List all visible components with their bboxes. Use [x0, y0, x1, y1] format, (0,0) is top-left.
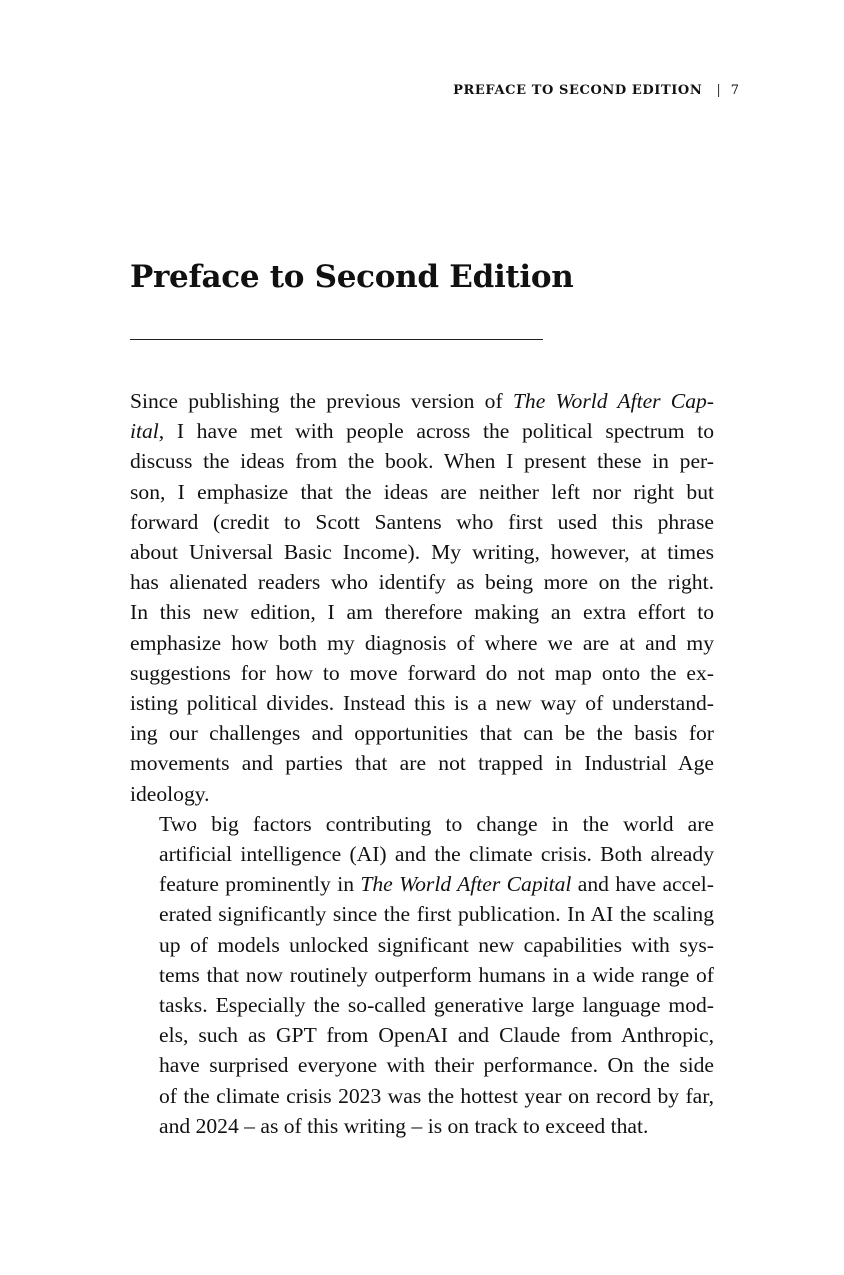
text-line: have surprised everyone with their performance. On the side — [159, 1053, 714, 1078]
italic-title: The World After Capital — [360, 872, 572, 897]
text-line: tasks. Especially the so-called generative large language mod- — [159, 993, 714, 1018]
text-line: Two big factors contributing to change in the world are — [159, 811, 714, 836]
paragraph-2 — [130, 809, 714, 1141]
text-line: tems that now routinely outperform humans in a wide range of — [159, 962, 714, 987]
title-divider — [130, 339, 543, 340]
running-head-title: PREFACE TO SECOND EDITION — [453, 83, 703, 98]
text-line: suggestions for how to move forward do not map onto the ex- — [130, 660, 714, 685]
text-line: about Universal Basic Income). My writing, however, at times — [130, 540, 714, 565]
paragraph-1 — [130, 386, 714, 809]
text-line: ing our challenges and opportunities that can be the basis for — [130, 721, 714, 746]
text-line: of the climate crisis 2023 was the hottest year on record by far, — [159, 1083, 714, 1108]
italic-title: ital, — [130, 419, 165, 444]
body-text — [130, 386, 714, 1141]
text-line: ital, I have met with people across the political spectrum to — [130, 419, 714, 444]
text-line: Since publishing the previous version of The World After Cap- — [130, 389, 714, 413]
text-line: isting political divides. Instead this is a new way of understand- — [130, 691, 714, 716]
text-line: discuss the ideas from the book. When I present these in per- — [130, 449, 714, 474]
text-line: feature prominently in The World After Capital and have accel- — [159, 872, 714, 897]
italic-title: The World After Cap- — [512, 389, 714, 413]
text-line: emphasize how both my diagnosis of where we are at and my — [130, 630, 714, 655]
text-line: erated significantly since the first publication. In AI the scaling — [159, 902, 714, 927]
text-line: son, I emphasize that the ideas are neither left nor right but — [130, 479, 714, 504]
text-line: has alienated readers who identify as being more on the right. — [130, 570, 714, 595]
text-line: movements and parties that are not trapped in Industrial Age — [130, 751, 714, 776]
text-line: ideology. — [130, 781, 210, 806]
text-line: artificial intelligence (AI) and the climate crisis. Both already — [159, 842, 714, 867]
page-number: 7 — [730, 83, 739, 98]
text-line: In this new edition, I am therefore making an extra effort to — [130, 600, 714, 625]
chapter-title: Preface to Second Edition — [130, 259, 574, 295]
running-head-separator: | — [716, 83, 721, 98]
text-line: els, such as GPT from OpenAI and Claude from Anthropic, — [159, 1023, 714, 1048]
text-line: and 2024 – as of this writing – is on track to exceed that. — [159, 1113, 649, 1138]
text-line: up of models unlocked significant new capabilities with sys- — [159, 932, 714, 957]
running-head — [453, 82, 739, 100]
text-line: forward (credit to Scott Santens who first used this phrase — [130, 509, 714, 534]
